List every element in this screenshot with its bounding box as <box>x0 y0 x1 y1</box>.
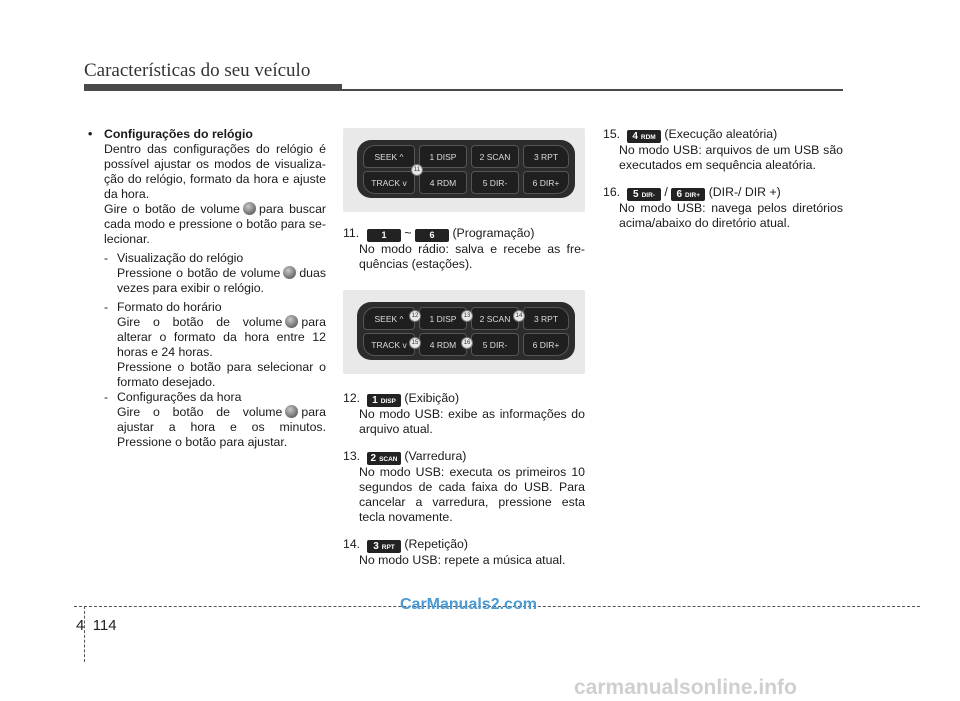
paragraph: Pressione o botão para selecionar o formato desejado. <box>117 360 326 389</box>
paragraph-text: para ajustar a hora e os minutos. Pressione o botão para ajustar. <box>117 405 326 449</box>
key-1-disp-icon: 1 DISP <box>367 394 401 407</box>
radio-panel-image-1 <box>343 128 585 212</box>
callout-marker: 12 <box>409 310 421 322</box>
slash: / <box>664 185 668 199</box>
dash-marker: - <box>104 390 109 404</box>
sub-item-title <box>88 251 326 266</box>
volume-knob-icon <box>285 405 298 418</box>
item-body: No modo USB: exibe as informações do arquivo atual. <box>359 407 585 436</box>
section-title-text: Configurações do relógio <box>104 127 253 141</box>
preset-button-5: 5 DIR- <box>471 171 519 194</box>
preset-button-3: 3 RPT <box>523 145 569 168</box>
radio-panel-image-2 <box>343 290 585 374</box>
tilde: ~ <box>404 226 412 240</box>
item-14-header <box>343 537 585 553</box>
item-body: No modo USB: executa os primeiros 10 segundos de cada faixa do USB. Para cancelar a varredura, pressione esta tecla novamente. <box>359 465 585 524</box>
sub-item-title-text: Configurações da hora <box>117 390 242 404</box>
key-6-icon: 6 <box>415 229 449 242</box>
item-label: (Programação) <box>452 226 535 240</box>
preset-button-4: 4 RDM <box>419 171 467 194</box>
preset-button-6: 6 DIR+ <box>523 171 569 194</box>
track-button: TRACK v <box>363 333 415 356</box>
sub-item-title <box>88 390 326 405</box>
key-1-icon: 1 <box>367 229 401 242</box>
column-buttons-continued <box>603 127 843 231</box>
header-rule-thin <box>342 89 843 91</box>
page-number <box>76 617 117 634</box>
item-number: 12. <box>343 391 361 405</box>
item-label: (Varredura) <box>404 449 467 463</box>
item-13-header <box>343 449 585 465</box>
watermark-link[interactable]: CarManuals2.com <box>400 596 537 613</box>
item-body: No modo rádio: salva e recebe as fre-quências (estações). <box>359 242 585 271</box>
paragraph <box>88 315 326 360</box>
paragraph-text: Gire o botão de volume <box>117 405 283 419</box>
item-label: (DIR-/ DIR +) <box>708 185 781 199</box>
callout-marker: 16 <box>461 337 473 349</box>
paragraph <box>88 202 326 247</box>
item-number: 16. <box>603 185 621 199</box>
preset-button-3: 3 RPT <box>523 307 569 330</box>
item-body: No modo USB: navega pelos diretórios acima/abaixo do diretório atual. <box>619 201 843 230</box>
item-number: 11. <box>343 226 360 240</box>
item-body: No modo USB: arquivos de um USB são executados em sequência aleatória. <box>619 143 843 172</box>
key-5-dir-minus-icon: 5 DIR- <box>627 188 661 201</box>
paragraph-text: para buscar cada modo e pressione o botão para se-lecionar. <box>104 202 326 246</box>
item-label: (Repetição) <box>404 537 468 551</box>
paragraph-text: duas vezes para exibir o relógio. <box>117 266 326 295</box>
item-12-header <box>343 391 585 407</box>
callout-marker: 13 <box>461 310 473 322</box>
sub-item-title <box>88 300 326 315</box>
volume-knob-icon <box>243 202 256 215</box>
page-number-value: 114 <box>92 617 117 634</box>
volume-knob-icon <box>285 315 298 328</box>
item-body: No modo USB: repete a música atual. <box>359 553 566 567</box>
paragraph-text: Gire o botão de volume <box>104 202 241 216</box>
preset-button-1: 1 DISP <box>419 307 467 330</box>
column-clock-settings <box>88 127 326 450</box>
item-number: 14. <box>343 537 361 551</box>
sub-item-title-text: Visualização do relógio <box>117 251 244 265</box>
header-rule-thick <box>84 84 342 91</box>
item-label: (Exibição) <box>404 391 460 405</box>
section-title <box>88 127 326 142</box>
preset-button-1: 1 DISP <box>419 145 467 168</box>
paragraph-text: Pressione o botão de volume <box>117 266 281 280</box>
key-6-dir-plus-icon: 6 DIR+ <box>671 188 705 201</box>
item-number: 13. <box>343 449 361 463</box>
seek-button: SEEK ^ <box>363 307 415 330</box>
paragraph-text: para alterar o formato da hora entre 12 horas e 24 horas. <box>117 315 326 359</box>
dash-marker: - <box>104 251 109 265</box>
key-2-scan-icon: 2 SCAN <box>367 452 401 465</box>
item-11-header <box>343 226 585 242</box>
item-number: 15. <box>603 127 621 141</box>
chapter-number: 4 <box>76 617 85 634</box>
page-header-title: Características do seu veículo <box>84 60 311 81</box>
track-button: TRACK v <box>363 171 415 194</box>
preset-button-2: 2 SCAN <box>471 145 519 168</box>
paragraph <box>88 405 326 450</box>
bullet-dot: • <box>88 127 93 141</box>
watermark-text: carmanualsonline.info <box>574 676 797 699</box>
preset-button-5: 5 DIR- <box>471 333 519 356</box>
item-16-header <box>603 185 843 201</box>
key-3-rpt-icon: 3 RPT <box>367 540 401 553</box>
callout-marker: 14 <box>513 310 525 322</box>
paragraph <box>88 266 326 296</box>
preset-button-2: 2 SCAN <box>471 307 519 330</box>
paragraph-text: Gire o botão de volume <box>117 315 283 329</box>
item-15-header <box>603 127 843 143</box>
seek-button: SEEK ^ <box>363 145 415 168</box>
footer-vertical-rule <box>84 606 85 662</box>
paragraph: Dentro das configurações do relógio é possível ajustar os modos de visualiza-ção do relógio, formato da hora e ajuste da hora. <box>104 142 326 201</box>
column-buttons <box>343 128 585 568</box>
preset-button-4: 4 RDM <box>419 333 467 356</box>
callout-marker: 15 <box>409 337 421 349</box>
sub-item-title-text: Formato do horário <box>117 300 222 314</box>
volume-knob-icon <box>283 266 296 279</box>
preset-button-6: 6 DIR+ <box>523 333 569 356</box>
dash-marker: - <box>104 300 109 314</box>
key-4-rdm-icon: 4 RDM <box>627 130 661 143</box>
callout-marker: 11 <box>411 164 423 176</box>
item-label: (Execução aleatória) <box>664 127 778 141</box>
